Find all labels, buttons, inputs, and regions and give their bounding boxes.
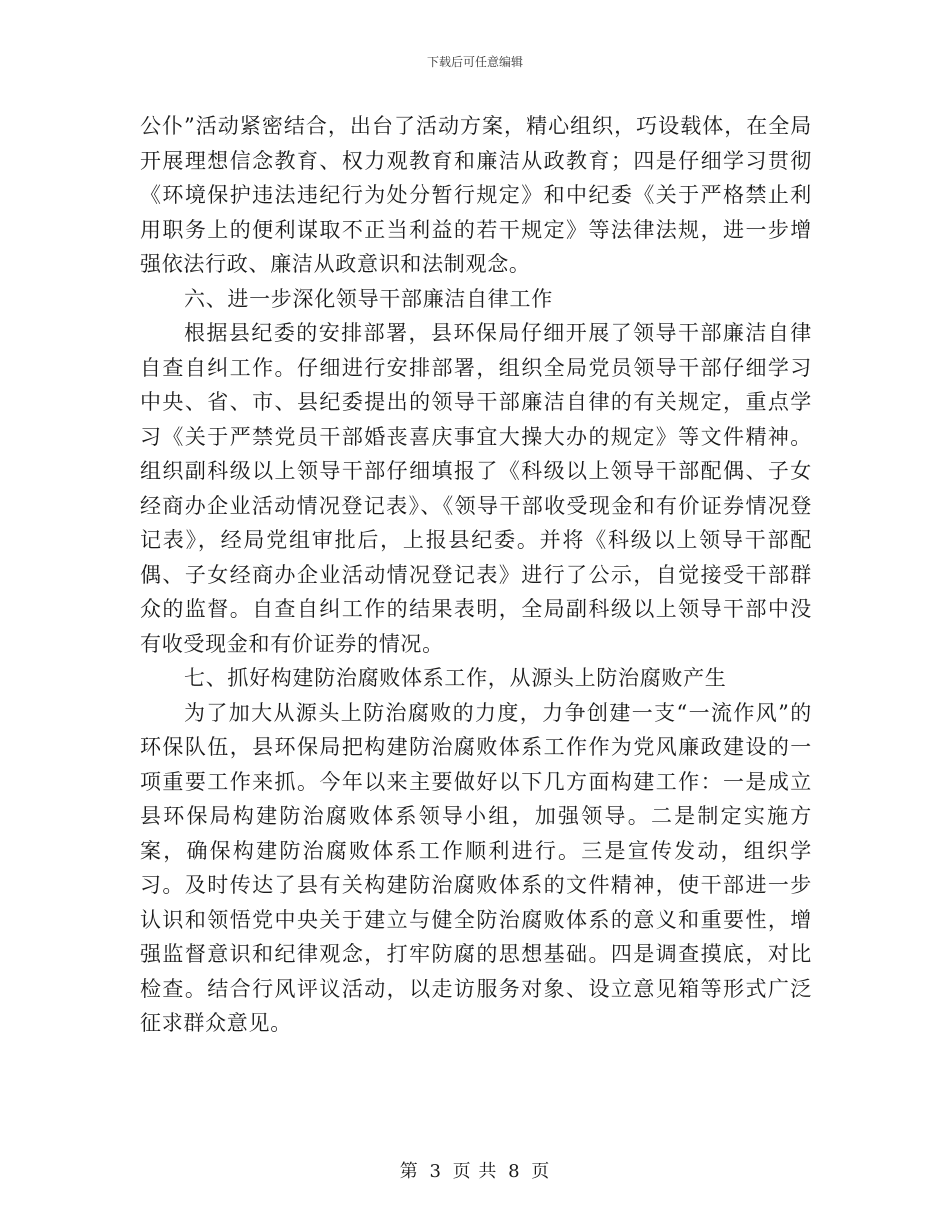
current-page-number: 3 <box>429 1161 442 1182</box>
document-body <box>140 109 812 1041</box>
section-heading-7: 七、抓好构建防治腐败体系工作，从源头上防治腐败产生 <box>184 666 727 690</box>
footer-middle: 页 共 <box>452 1161 498 1182</box>
footer-prefix: 第 <box>399 1161 419 1182</box>
paragraph-anti-corruption: 为了加大从源头上防治腐败的力度，力争创建一支“一流作风”的环保队伍，县环保局把构建防治腐败体系工作作为党风廉政建设的一项重要工作来抓。今年以来主要做好以下几方面构建工作：一是成立县环保局构建防治腐败体系领导小组，加强领导。二是制定实施方案，确保构建防治腐败体系工作顺利进行。三是宣传发动，组织学习。及时传达了县有关构建防治腐败体系的文件精神，使干部进一步认识和领悟党中央关于建立与健全防治腐败体系的意义和重要性，增强监督意识和纪律观念，打牢防腐的思想基础。四是调查摸底，对比检查。结合行风评议活动，以走访服务对象、设立意见箱等形式广泛征求群众意见。 <box>140 700 812 1035</box>
footer-suffix: 页 <box>531 1161 551 1182</box>
paragraph-continuation: 公仆”活动紧密结合，出台了活动方案，精心组织，巧设载体，在全局开展理想信念教育、权力观教育和廉洁从政教育；四是仔细学习贯彻《环境保护违法违纪行为处分暂行规定》和中纪委《关于严格禁止利用职务上的便利谋取不正当利益的若干规定》等法律法规，进一步增强依法行政、廉洁从政意识和法制观念。 <box>140 114 812 276</box>
page-footer <box>0 1157 950 1183</box>
section-heading-6: 六、进一步深化领导干部廉洁自律工作 <box>184 286 553 311</box>
paragraph-self-discipline: 根据县纪委的安排部署，县环保局仔细开展了领导干部廉洁自律自查自纠工作。仔细进行安排部署，组织全局党员领导干部仔细学习中央、省、市、县纪委提出的领导干部廉洁自律的有关规定，重点学习《关于严禁党员干部婚丧喜庆事宜大操大办的规定》等文件精神。组织副科级以上领导干部仔细填报了《科级以上领导干部配偶、子女经商办企业活动情况登记表》、《领导干部收受现金和有价证券情况登记表》，经局党组审批后，上报县纪委。并将《科级以上领导干部配偶、子女经商办企业活动情况登记表》进行了公示，自觉接受干部群众的监督。自查自纠工作的结果表明，全局副科级以上领导干部中没有收受现金和有价证券的情况。 <box>140 321 812 656</box>
page-header: 下载后可任意编辑 <box>426 55 523 69</box>
total-page-number: 8 <box>508 1161 521 1182</box>
